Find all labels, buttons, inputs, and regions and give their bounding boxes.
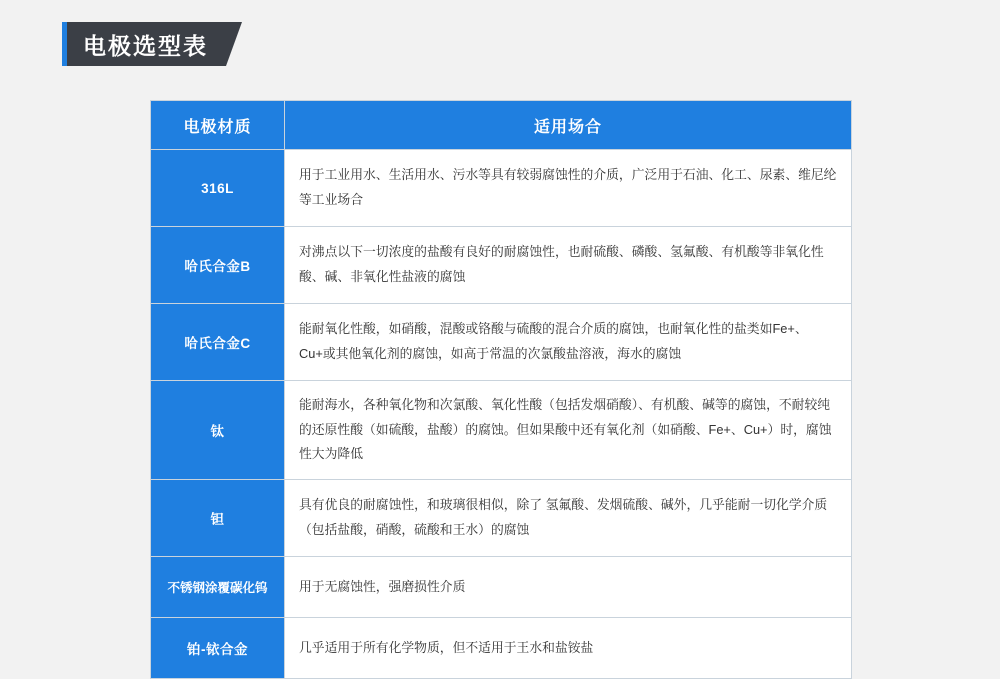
material-cell: 哈氏合金B: [151, 227, 285, 304]
table-row: [151, 557, 852, 618]
page-title: 电极选型表: [67, 22, 226, 66]
description-cell: 用于工业用水、生活用水、污水等具有较弱腐蚀性的介质，广泛用于石油、化工、尿素、维尼纶等工业场合: [285, 150, 852, 227]
table-row: [151, 618, 852, 679]
description-cell: 具有优良的耐腐蚀性，和玻璃很相似，除了 氢氟酸、发烟硫酸、碱外，几乎能耐一切化学介质（包括盐酸，硝酸，硫酸和王水）的腐蚀: [285, 480, 852, 557]
description-cell: 用于无腐蚀性，强磨损性介质: [285, 557, 852, 618]
table-header-row: [151, 101, 852, 150]
column-header-material: 电极材质: [151, 101, 285, 150]
material-cell: 哈氏合金C: [151, 304, 285, 381]
material-cell: 钛: [151, 381, 285, 480]
electrode-selection-table-wrap: [150, 100, 852, 679]
material-cell: 不锈钢涂覆碳化钨: [151, 557, 285, 618]
material-cell: 铂-铱合金: [151, 618, 285, 679]
material-cell: 316L: [151, 150, 285, 227]
description-cell: 对沸点以下一切浓度的盐酸有良好的耐腐蚀性，也耐硫酸、磷酸、氢氟酸、有机酸等非氧化性酸、碱、非氧化性盐液的腐蚀: [285, 227, 852, 304]
title-notch-shape: [226, 22, 242, 66]
description-cell: 几乎适用于所有化学物质，但不适用于王水和盐铵盐: [285, 618, 852, 679]
column-header-application: 适用场合: [285, 101, 852, 150]
table-row: [151, 381, 852, 480]
table-row: [151, 480, 852, 557]
table-row: [151, 227, 852, 304]
table-row: [151, 150, 852, 227]
table-row: [151, 304, 852, 381]
page-title-banner: [62, 22, 242, 66]
description-cell: 能耐氧化性酸，如硝酸，混酸或铬酸与硫酸的混合介质的腐蚀，也耐氧化性的盐类如Fe+、Cu+或其他氧化剂的腐蚀，如高于常温的次氯酸盐溶液，海水的腐蚀: [285, 304, 852, 381]
electrode-selection-table: [150, 100, 852, 679]
description-cell: 能耐海水，各种氧化物和次氯酸、氧化性酸（包括发烟硝酸）、有机酸、碱等的腐蚀，不耐较纯的还原性酸（如硫酸，盐酸）的腐蚀。但如果酸中还有氧化剂（如硝酸、Fe+、Cu+）时，腐蚀性大为降低: [285, 381, 852, 480]
material-cell: 钽: [151, 480, 285, 557]
